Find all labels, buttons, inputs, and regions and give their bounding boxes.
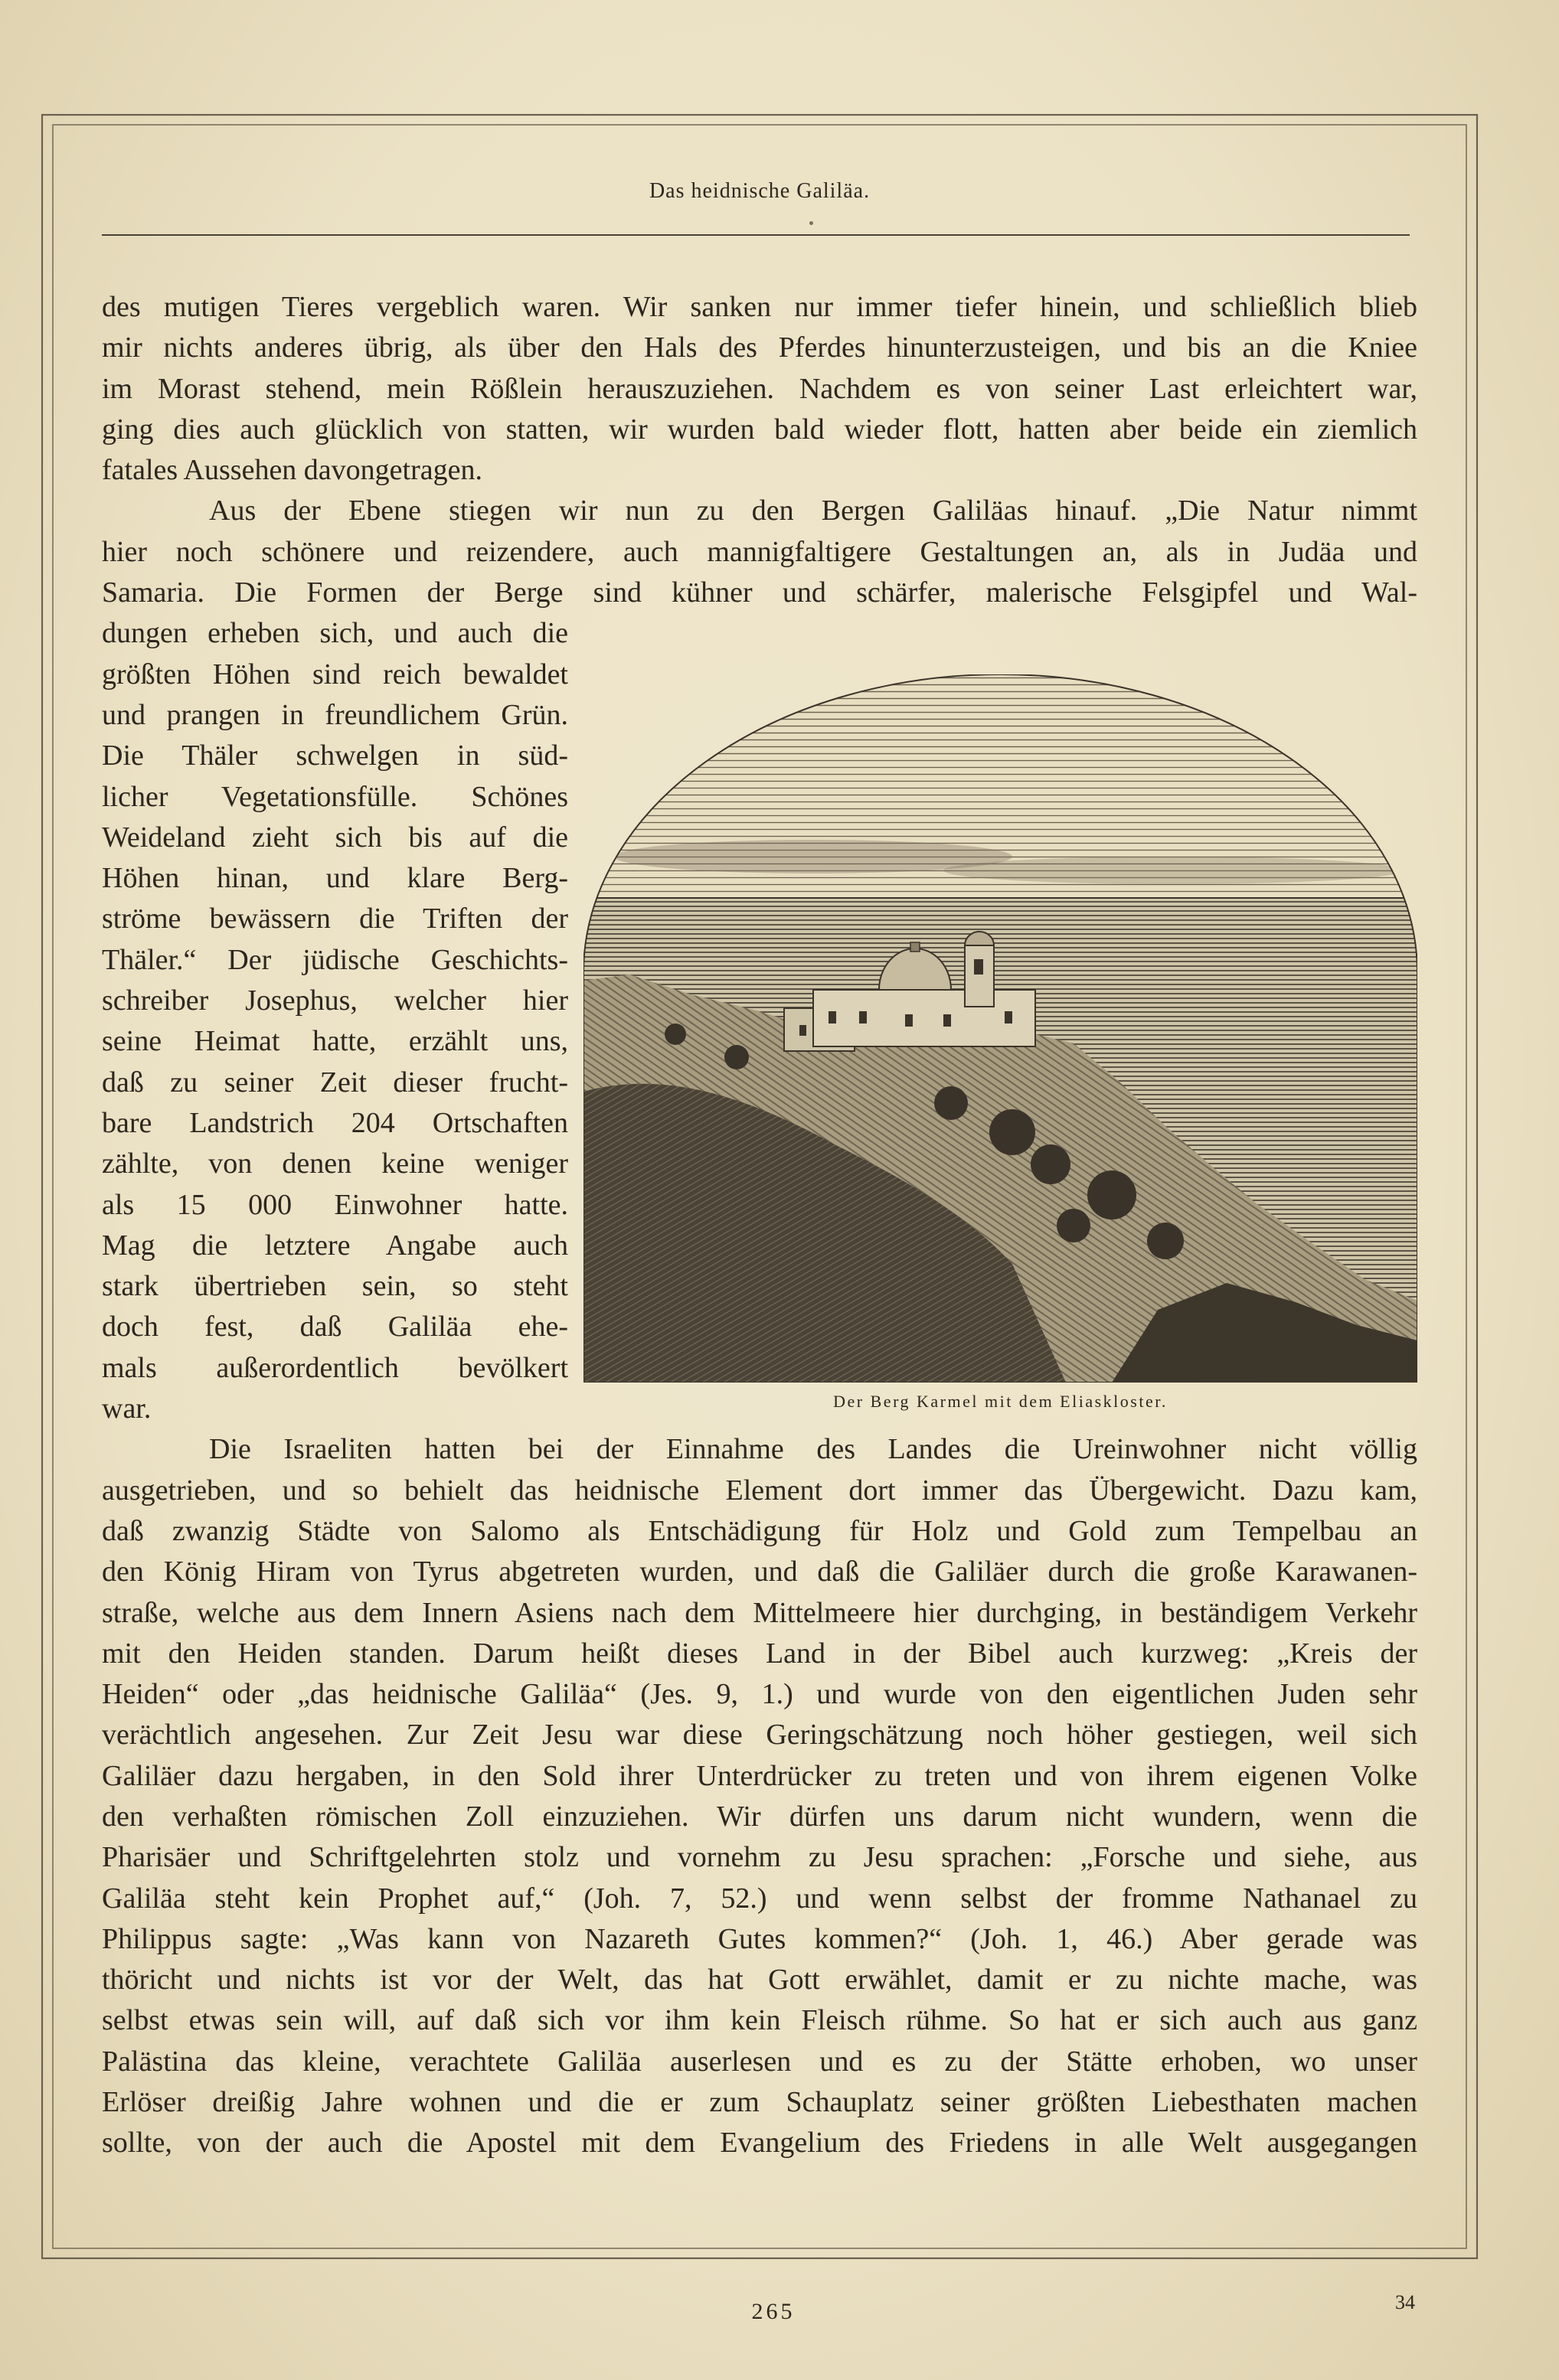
text-line: Galiläer dazu hergaben, in den Sold ihrer Unterdrücker zu treten und von ihrem eigenen Volke xyxy=(102,1759,1417,1792)
text-line: ging dies auch glücklich von statten, wir wurden bald wieder flott, hatten aber beide ein ziemlich xyxy=(102,413,1417,446)
text-line: straße, welche aus dem Innern Asiens nach dem Mittelmeere hier durchging, in beständigem Verkehr xyxy=(102,1596,1417,1629)
text-line: Palästina das kleine, verachtete Galiläa auserlesen und es zu der Stätte erhoben, wo unser xyxy=(102,2045,1417,2078)
text-line: stark übertrieben sein, so steht xyxy=(102,1270,568,1303)
text-line: selbst etwas sein will, auf daß sich vor ihm kein Fleisch rühme. So hat er sich auch aus ganz xyxy=(102,2004,1417,2037)
text-line: Die Thäler schwelgen in süd- xyxy=(102,739,568,772)
text-line: fatales Aussehen davongetragen. xyxy=(102,454,482,487)
text-line: bare Landstrich 204 Ortschaften xyxy=(102,1106,568,1139)
text-line: thöricht und nichts ist vor der Welt, das hat Gott erwählet, damit er zu nichte mache, was xyxy=(102,1964,1417,1996)
text-line: schreiber Josephus, welcher hier xyxy=(102,984,568,1017)
text-line: Heiden“ oder „das heidnische Galiläa“ (Jes. 9, 1.) und wurde von den eigentlichen Juden sehr xyxy=(102,1678,1417,1711)
text-line: größten Höhen sind reich bewaldet xyxy=(102,658,568,690)
text-line: Erlöser dreißig Jahre wohnen und die er zum Schauplatz seiner größten Liebesthaten machen xyxy=(102,2086,1417,2119)
running-title: Das heidnische Galiläa. xyxy=(649,179,871,203)
figure-caption: Der Berg Karmel mit dem Eliaskloster. xyxy=(833,1392,1168,1411)
engraving-illustration xyxy=(583,674,1417,1383)
text-line: mit den Heiden standen. Darum heißt dieses Land in der Bibel auch kurzweg: „Kreis der xyxy=(102,1637,1417,1670)
text-line: den König Hiram von Tyrus abgetreten wurden, und daß die Galiläer durch die große Karawanen- xyxy=(102,1556,1417,1588)
text-line: Pharisäer und Schriftgelehrten stolz und vornehm zu Jesu sprachen: „Forsche und siehe, aus xyxy=(102,1841,1417,1874)
text-line: Weideland zieht sich bis auf die xyxy=(102,821,568,854)
text-line: im Morast stehend, mein Rößlein herauszuziehen. Nachdem es von seiner Last erleichtert war, xyxy=(102,372,1417,405)
text-line: sollte, von der auch die Apostel mit dem Evangelium des Friedens in alle Welt ausgegangen xyxy=(102,2127,1417,2160)
text-line: seine Heimat hatte, erzählt uns, xyxy=(102,1025,568,1058)
paragraph xyxy=(102,1429,1417,2163)
cloud xyxy=(943,857,1403,884)
text-line: war. xyxy=(102,1392,152,1425)
text-line: und prangen in freundlichem Grün. xyxy=(102,698,568,731)
text-line: Aus der Ebene stiegen wir nun zu den Bergen Galiläas hinauf. „Die Natur nimmt xyxy=(209,495,1417,527)
text-line: Höhen hinan, und klare Berg- xyxy=(102,862,568,895)
text-line: verächtlich angesehen. Zur Zeit Jesu war diese Geringschätzung noch höher gestiegen, weil sich xyxy=(102,1719,1417,1752)
text-line: ausgetrieben, und so behielt das heidnische Element dort immer das Übergewicht. Dazu kam, xyxy=(102,1474,1417,1507)
text-line: licher Vegetationsfülle. Schönes xyxy=(102,780,568,813)
header-rule xyxy=(102,234,1410,236)
paragraph xyxy=(102,287,1417,491)
text-line: mals außerordentlich bevölkert xyxy=(102,1351,568,1384)
page-number: 265 xyxy=(751,2299,796,2324)
text-line: Galiläa steht kein Prophet auf,“ (Joh. 7, 52.) und wenn selbst der fromme Nathanael zu xyxy=(102,1882,1417,1915)
text-line: mir nichts anderes übrig, als über den Hals des Pferdes hinunterzusteigen, und bis an die Kniee xyxy=(102,331,1417,364)
text-line: als 15 000 Einwohner hatte. xyxy=(102,1188,568,1221)
text-line: den verhaßten römischen Zoll einzuziehen. Wir dürfen uns darum nicht wundern, wenn die xyxy=(102,1800,1417,1833)
text-line: daß zu seiner Zeit dieser frucht- xyxy=(102,1066,568,1099)
rule-ornament xyxy=(809,221,813,225)
text-line: Samaria. Die Formen der Berge sind kühner und schärfer, malerische Felsgipfel und Wal- xyxy=(102,576,1417,609)
text-line: Die Israeliten hatten bei der Einnahme des Landes die Ureinwohner nicht völlig xyxy=(209,1433,1417,1466)
text-line: hier noch schönere und reizendere, auch mannigfaltigere Gestaltungen an, als in Judäa und xyxy=(102,535,1417,568)
text-line: Mag die letztere Angabe auch xyxy=(102,1229,568,1262)
signature-mark: 34 xyxy=(1395,2291,1415,2313)
text-line: daß zwanzig Städte von Salomo als Entschädigung für Holz und Gold zum Tempelbau an xyxy=(102,1514,1417,1547)
text-line: Philippus sagte: „Was kann von Nazareth Gutes kommen?“ (Joh. 1, 46.) Aber gerade was xyxy=(102,1922,1417,1955)
text-line: des mutigen Tieres vergeblich waren. Wir sanken nur immer tiefer hinein, und schließlich blieb xyxy=(102,291,1417,323)
text-line: ströme bewässern die Triften der xyxy=(102,903,568,935)
text-line: doch fest, daß Galiläa ehe- xyxy=(102,1311,568,1343)
text-line: zählte, von denen keine weniger xyxy=(102,1148,568,1180)
text-line: Thäler.“ Der jüdische Geschichts- xyxy=(102,943,568,976)
text-line: dungen erheben sich, und auch die xyxy=(102,617,568,650)
